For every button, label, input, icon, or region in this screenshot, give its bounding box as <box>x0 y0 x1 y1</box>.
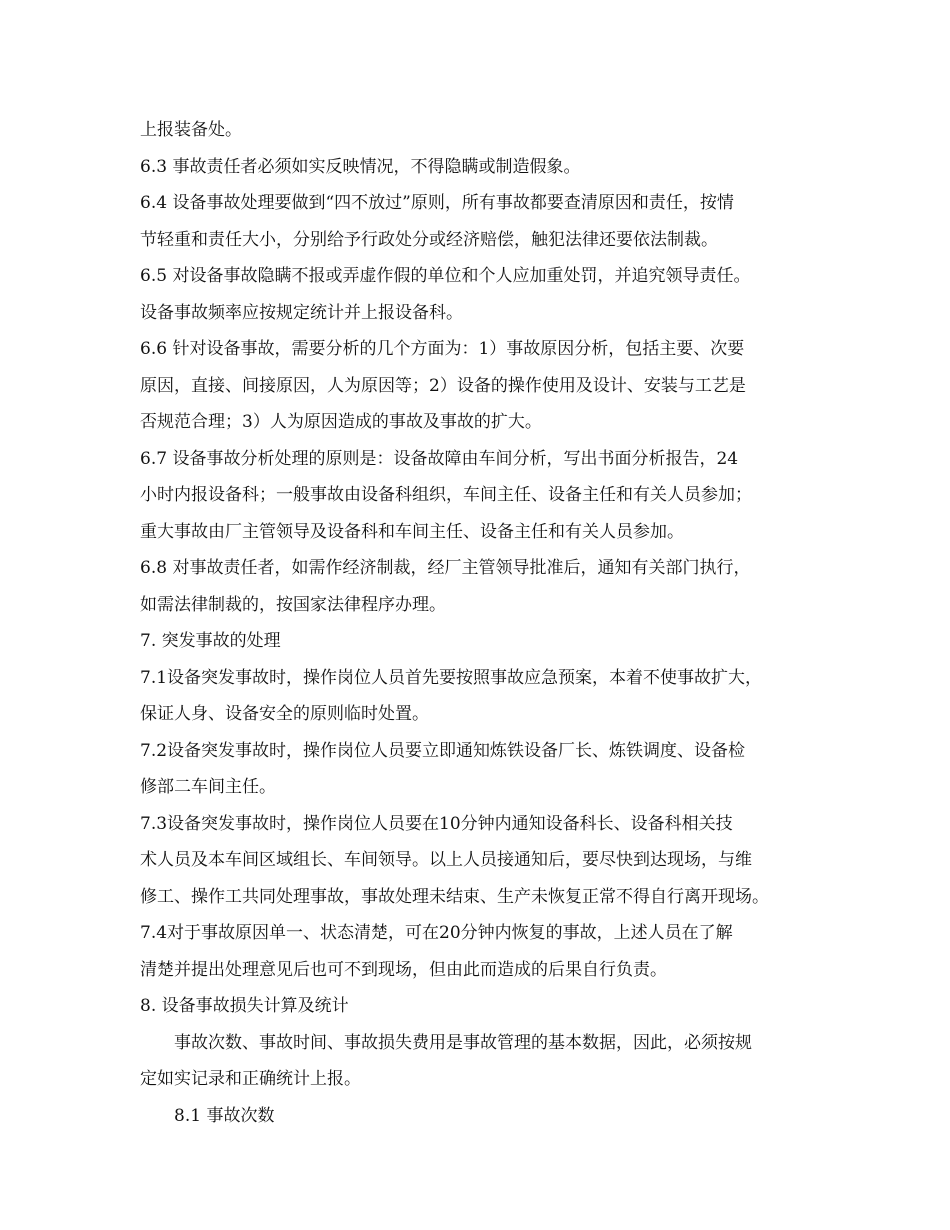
paragraph-line: 重大事故由厂主管领导及设备科和车间主任、设备主任和有关人员参加。 <box>140 521 684 542</box>
paragraph-line: 清楚并提出处理意见后也可不到现场，但由此而造成的后果自行负责。 <box>140 959 667 980</box>
paragraph-line: 7.1设备突发事故时，操作岗位人员首先要按照事故应急预案，本着不使事故扩大， <box>140 667 763 688</box>
paragraph-line: 6.7 设备事故分析处理的原则是：设备故障由车间分析，写出书面分析报告，24 <box>140 448 739 469</box>
paragraph-line: 7.4对于事故原因单一、状态清楚，可在20分钟内恢复的事故，上述人员在了解 <box>140 923 733 943</box>
paragraph-line: 7.3设备突发事故时，操作岗位人员要在10分钟内通知设备科长、设备科相关技 <box>140 813 733 834</box>
paragraph-line: 原因，直接、间接原因，人为原因等；2）设备的操作使用及设计、安装与工艺是 <box>140 375 746 396</box>
paragraph-line: 事故次数、事故时间、事故损失费用是事故管理的基本数据，因此，必须按规 <box>174 1032 752 1053</box>
paragraph-line: 6.8 对事故责任者，如需作经济制裁，经厂主管领导批准后，通知有关部门执行， <box>140 558 751 578</box>
paragraph-line: 节轻重和责任大小，分别给予行政处分或经济赔偿，触犯法律还要依法制裁。 <box>140 229 718 250</box>
document-body <box>140 112 820 1134</box>
paragraph-line: 6.4 设备事故处理要做到“四不放过”原则，所有事故都要查清原因和责任，按情 <box>140 193 734 213</box>
section-heading: 7. 突发事故的处理 <box>140 631 281 651</box>
paragraph-line: 修部二车间主任。 <box>140 777 276 797</box>
paragraph-line: 定如实记录和正确统计上报。 <box>140 1069 361 1089</box>
paragraph-line: 否规范合理；3）人为原因造成的事故及事故的扩大。 <box>140 412 542 432</box>
paragraph-line: 7.2设备突发事故时，操作岗位人员要立即通知炼铁设备厂长、炼铁调度、设备检 <box>140 740 746 761</box>
subsection-heading: 8.1 事故次数 <box>174 1105 275 1126</box>
paragraph-line: 小时内报设备科；一般事故由设备科组织，车间主任、设备主任和有关人员参加； <box>140 485 752 505</box>
paragraph-line: 上报装备处。 <box>140 120 242 140</box>
paragraph-line: 保证人身、设备安全的原则临时处置。 <box>140 704 429 724</box>
paragraph-line: 术人员及本车间区域组长、车间领导。以上人员接通知后，要尽快到达现场，与维 <box>140 850 752 870</box>
paragraph-line: 6.5 对设备事故隐瞒不报或弄虚作假的单位和个人应加重处罚，并追究领导责任。 <box>140 266 751 286</box>
paragraph-line: 6.3 事故责任者必须如实反映情况，不得隐瞒或制造假象。 <box>140 156 581 177</box>
paragraph-line: 修工、操作工共同处理事故，事故处理未结束、生产未恢复正常不得自行离开现场。 <box>140 886 769 907</box>
paragraph-line: 如需法律制裁的，按国家法律程序办理。 <box>140 594 446 615</box>
paragraph-line: 设备事故频率应按规定统计并上报设备科。 <box>140 302 463 323</box>
paragraph-line: 6.6 针对设备事故，需要分析的几个方面为：1）事故原因分析，包括主要、次要 <box>140 339 745 359</box>
section-heading: 8. 设备事故损失计算及统计 <box>140 996 349 1016</box>
